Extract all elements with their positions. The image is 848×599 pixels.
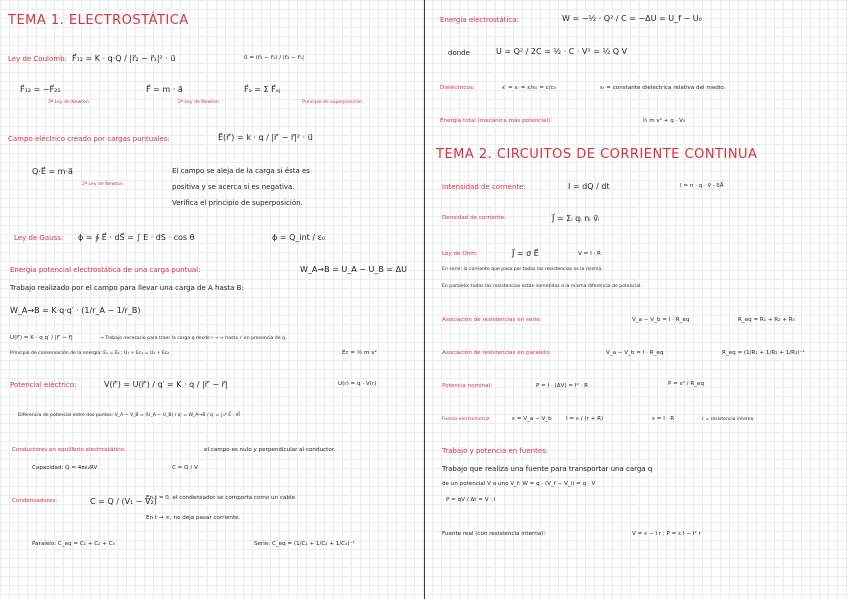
second-law-formula: F⃗ = m · a⃗: [146, 85, 183, 94]
current-density-formula: J⃗ = Σᵢ qᵢ nᵢ v⃗ᵢ: [552, 214, 600, 223]
parallel-assoc-formula: V_a − V_b = I · R_eq: [606, 350, 664, 356]
current-formula-2: I = n · q · v⃗ · δA⃗: [680, 183, 724, 189]
topic-2-title: TEMA 2. CIRCUITOS DE CORRIENTE CONTINUA: [436, 147, 758, 162]
current-density-label: Densidad de corriente:: [442, 215, 506, 221]
potential-label: Potencial eléctrico:: [10, 381, 77, 389]
emf-note: r = resistencia interna: [702, 417, 754, 422]
conductors-text: el campo es nulo y perpendicular al conductor.: [204, 447, 336, 453]
series-resistors-text: En serie: la corriente que pasa por todas las resistencias es la misma.: [442, 267, 603, 272]
capacity-ratio: C = Q / V: [172, 465, 198, 471]
dielectrics-formula: ε′ = εᵣ = ε/ε₀ = c/c₀: [502, 85, 556, 91]
capacitors-formula: C = Q / (V₁ − V₂): [90, 497, 157, 506]
capacitors-label: Condensadores:: [12, 498, 58, 504]
power-source-formula: P = qV / Δt = V · I: [446, 497, 496, 503]
emf-label: Fuerza electromotriz:: [442, 417, 491, 422]
field-force-note: 2ª Ley de Newton: [82, 182, 123, 187]
parallel-assoc-label: Asociación de resistencias en paralelo:: [442, 350, 551, 356]
work-sources-text-2: de un potencial V a uno V_f: W = q · (V_f − V_i) = q · V: [442, 481, 596, 487]
emf-formula: ε = V_a − V_b: [512, 416, 552, 422]
total-energy-formula: ½ m v² + q · V₀: [642, 118, 686, 124]
conservation-text: Principio de conservación de la energía: E₁ = E₂ ; U₁ + Ec₁ = U₂ + Ec₂: [10, 351, 170, 356]
capacitors-text-2: En t → ∞, no deja pasar corriente.: [146, 515, 241, 521]
power-label: Potencia nominal:: [442, 383, 492, 389]
series-assoc-formula: V_a − V_b = I · R_eq: [632, 317, 690, 323]
total-energy-label: Energía total (mecánica más potencial):: [440, 118, 552, 124]
gauss-label: Ley de Gauss:: [14, 234, 64, 242]
potential-formula: V(r⃗′) = U(r⃗′) / q′ = K · q / |r⃗′ − r⃗|: [104, 380, 228, 389]
emf-formula-2: I = ε / (r + R): [566, 416, 604, 422]
field-label: Campo eléctrico creado por cargas puntuales:: [8, 135, 170, 143]
u-r-formula: U(r⃗′) = K · q q′ / |r⃗′ − r⃗|: [10, 335, 73, 341]
series-capacitors-formula: Serie: C_eq = (1/C₁ + 1/C₂ + 1/C₃)⁻¹: [254, 541, 355, 547]
where-formula: U = Q² / 2C = ½ · C · V² = ½ Q V: [496, 47, 628, 56]
potential-relation: U(r) = q · V(r): [338, 381, 377, 387]
work-text: Trabajo realizado por el campo para llevar una carga de A hasta B:: [10, 284, 244, 292]
u-vector-formula: u⃗ = (r⃗₂ − r⃗₁) / |r⃗₂ − r⃗₁|: [244, 55, 305, 61]
ohm-label: Ley de Ohm:: [442, 251, 478, 257]
series-assoc-label: Asociación de resistencias en serie:: [442, 317, 542, 323]
conductors-label: Conductores en equilibrio electrostático:: [12, 447, 126, 453]
kinetic-energy-formula: Ec = ½ m v²: [342, 350, 377, 356]
work-formula: W_A→B = K·q·q′ · (1/r_A − 1/r_B): [10, 306, 141, 315]
gauss-formula: ϕ = ∮ E⃗ · dS⃗ = ∫ E · dS · cos θ: [78, 233, 195, 242]
field-text-2: positiva y se acerca si es negativa.: [172, 183, 295, 191]
coulomb-label: Ley de Coulomb:: [8, 55, 67, 63]
electrostatic-energy-label: Energía electrostática:: [440, 16, 519, 24]
field-text-3: Verifica el principio de superposición.: [172, 199, 303, 207]
parallel-resistors-text: En paralelo: todas las resistencias están sometidas a la misma diferencia de potencial.: [442, 284, 642, 289]
capacity-formula: Capacidad: Q = 4πε₀RV: [32, 465, 98, 471]
superposition-formula: F⃗ₐ = Σ F⃗ₐⱼ: [244, 85, 281, 94]
potential-energy-label: Energía potencial electrostática de una carga puntual:: [10, 266, 201, 274]
current-formula: I = dQ / dt: [568, 182, 610, 191]
work-sources-label: Trabajo y potencia en fuentes:: [442, 447, 549, 455]
electrostatic-energy-formula: W = −½ · Q² / C = −ΔU = U_f − U₀: [562, 14, 702, 23]
capacitors-text-1: En t = 0, el condensador se comporta como un cable.: [146, 495, 297, 501]
u-r-note: → Trabajo necesario para traer la carga q desde r → ∞ hasta r′ en presencia de q′.: [100, 336, 288, 341]
potential-energy-formula: W_A→B = U_A − U_B = ΔU: [300, 265, 407, 274]
current-label: Intensidad de corriente:: [442, 183, 526, 191]
field-formula: E⃗(r⃗′) = k · q / |r⃗′ − r⃗|² · u⃗: [218, 133, 313, 142]
dielectrics-text: εᵣ = constante dieléctrica relativa del medio.: [600, 85, 726, 91]
gauss-result: ϕ = Q_int / ε₀: [272, 233, 326, 242]
real-source-label: Fuente real (con resistencia interna):: [442, 531, 546, 537]
coulomb-formula: F⃗₁₂ = K · q·Q / |r⃗₂ − r⃗₁|² · u⃗: [72, 54, 176, 63]
topic-1-title: TEMA 1. ELECTROSTÁTICA: [8, 13, 189, 28]
superposition-note: Principio de superposición: [302, 100, 363, 105]
third-law-formula: F⃗₁₂ = −F⃗₂₁: [20, 85, 61, 94]
dielectrics-label: Dieléctricos:: [440, 85, 475, 91]
real-source-formula: V = ε − I r ; P = ε I − I² r: [632, 531, 701, 537]
parallel-capacitors-formula: Paralelo: C_eq = C₁ + C₂ + C₃: [32, 541, 115, 547]
second-law-note: 2ª Ley de Newton: [178, 100, 219, 105]
page-divider: [424, 0, 425, 599]
series-assoc-result: R_eq = R₁ + R₂ + R₃: [738, 317, 795, 323]
emf-formula-3: ε = I · R: [652, 416, 675, 422]
field-force-formula: Q·E⃗ = m·a⃗: [32, 167, 73, 176]
third-law-note: 3ª Ley de Newton: [48, 100, 89, 105]
potential-difference: Diferencia de potencial entre dos puntos: V_A − V_B = (U_A − U_B) / q′ = W_A→B / q′ = ∫ₐᵇ E⃗ · dl⃗: [18, 413, 240, 418]
ohm-formula: J⃗ = σ E⃗: [512, 249, 539, 258]
field-text-1: El campo se aleja de la carga si ésta es: [172, 167, 310, 175]
work-sources-text-1: Trabajo que realiza una fuente para transportar una carga q: [442, 465, 653, 473]
parallel-assoc-result: R_eq = (1/R₁ + 1/R₂ + 1/R₃)⁻¹: [722, 350, 805, 356]
power-formula-2: P = ε² / R_eq: [668, 381, 704, 387]
where-label: donde: [448, 49, 470, 57]
power-formula: P = I · (ΔV) = I² · R: [536, 383, 588, 389]
ohm-formula-2: V = I · R: [578, 251, 601, 257]
